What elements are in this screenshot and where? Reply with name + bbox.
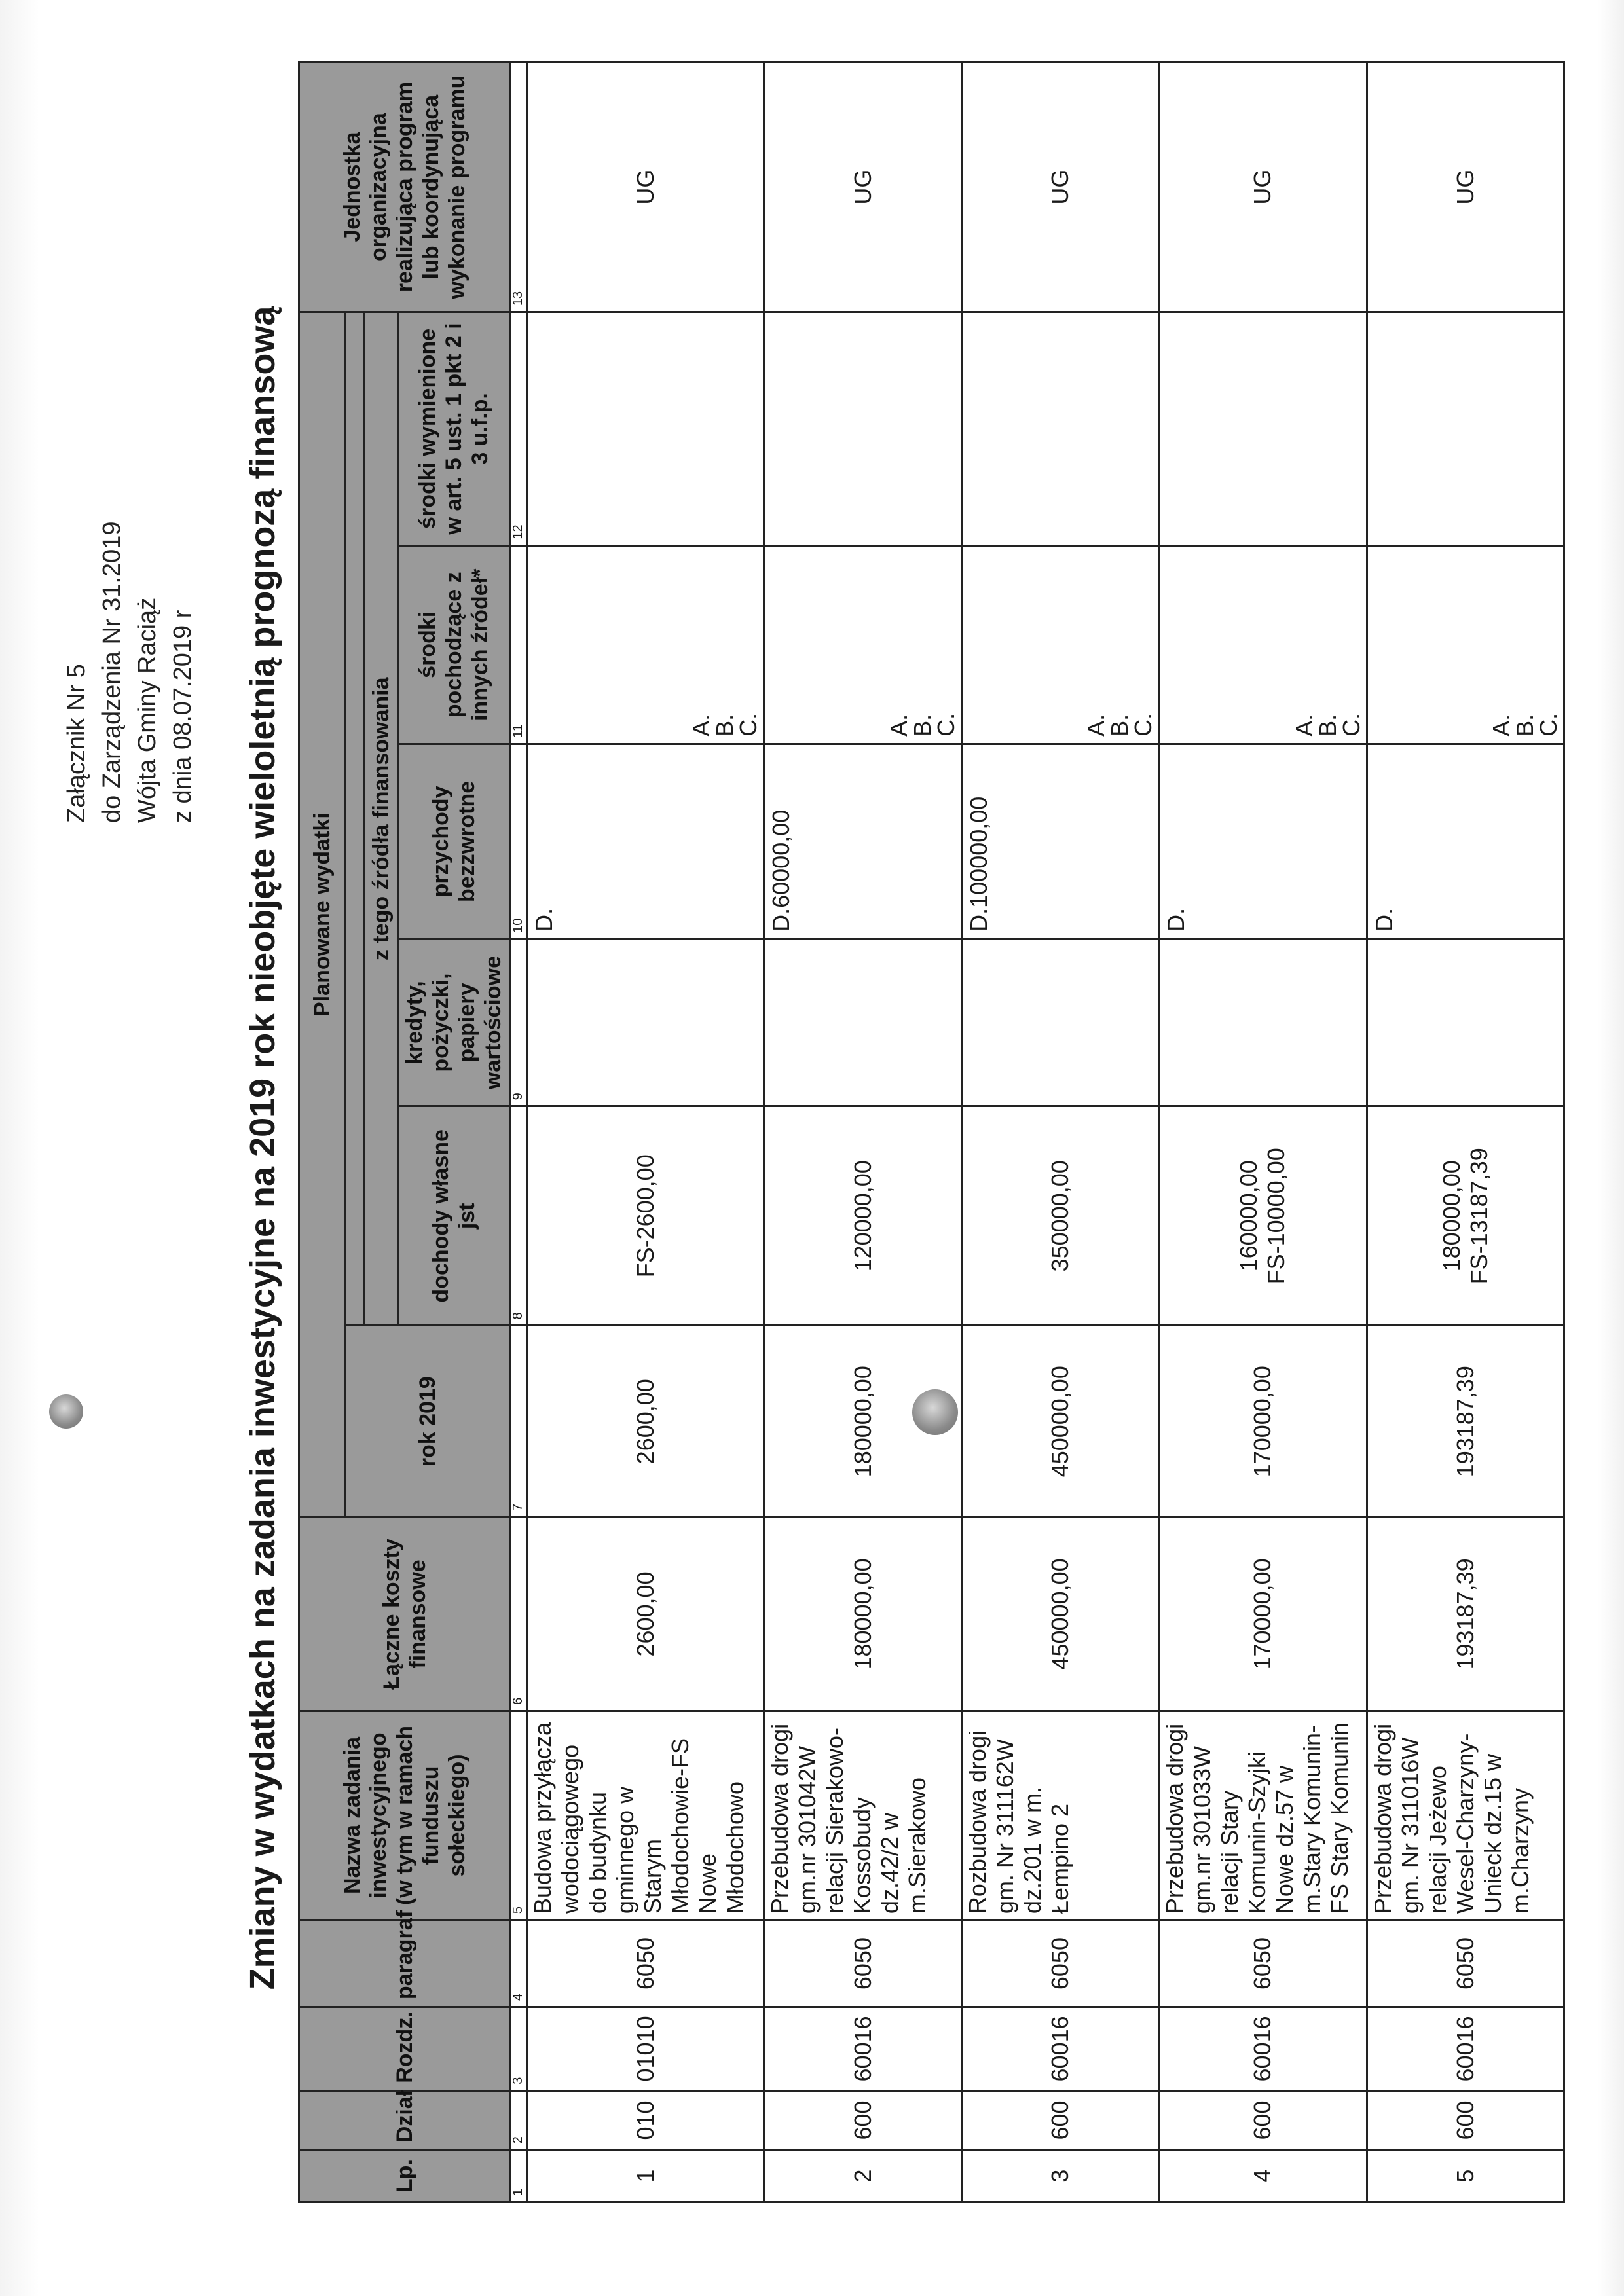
source-a: A. [1290, 714, 1318, 737]
cell-jednostka: UG [961, 62, 1158, 312]
cell-kredyty [527, 939, 764, 1106]
cell-srodki-art [961, 312, 1158, 546]
cell-jednostka: UG [527, 62, 764, 312]
cell-dzial: 600 [961, 2090, 1158, 2149]
column-number: 5 [510, 1711, 527, 1920]
attachment-note [59, 521, 200, 823]
cell-laczne: 170000,00 [1158, 1518, 1367, 1711]
cell-dochody [1158, 1106, 1367, 1326]
cell-dzial: 600 [1158, 2090, 1367, 2149]
cell-srodki-art [1158, 312, 1367, 546]
cell-lp: 4 [1158, 2150, 1367, 2202]
table-row [1158, 62, 1367, 2202]
cell-przychody: D. [1158, 744, 1367, 939]
source-a: A. [688, 714, 715, 737]
cell-kredyty [961, 939, 1158, 1106]
attachment-line: Wójta Gminy Raciąż [134, 597, 161, 823]
header-laczne: Łączne koszty finansowe [299, 1518, 510, 1711]
cell-dochody-line: 160000,00 [1235, 1160, 1263, 1272]
source-b: B. [1105, 714, 1133, 737]
column-number-row [510, 62, 527, 2202]
cell-lp: 1 [527, 2150, 764, 2202]
cell-srodki-inne [527, 545, 764, 744]
table-row [1367, 62, 1564, 2202]
cell-rok: 180000,00 [764, 1326, 961, 1518]
header-jednostka: Jednostka organizacyjna realizująca program lub koordynująca wykonanie programu [299, 62, 510, 312]
header-zrodla: z tego źródła finansowania [365, 312, 398, 1326]
column-number: 10 [510, 744, 527, 939]
header-przychody: przychody bezzwrotne [398, 744, 510, 939]
table-row [527, 62, 764, 2202]
source-b: B. [1314, 714, 1341, 737]
cell-paragraf: 6050 [764, 1920, 961, 2007]
cell-jednostka: UG [1158, 62, 1367, 312]
source-a: A. [885, 714, 912, 737]
header-rozdz: Rozdz. [299, 2007, 510, 2091]
cell-lp: 2 [764, 2150, 961, 2202]
header-paragraf: paragraf [299, 1920, 510, 2007]
table-row [961, 62, 1158, 2202]
cell-kredyty [764, 939, 961, 1106]
source-c: C. [1535, 712, 1562, 737]
cell-kredyty [1158, 939, 1367, 1106]
header-kredyty: kredyty, pożyczki, papiery wartościowe [398, 939, 510, 1106]
column-number: 7 [510, 1326, 527, 1518]
cell-rok: 2600,00 [527, 1326, 764, 1518]
cell-dochody [1367, 1106, 1564, 1326]
cell-srodki-inne [1367, 545, 1564, 744]
cell-nazwa: Budowa przyłącza wodociągowego do budynku gminnego w Starym Młodochowie-FS Nowe Młodochowo [527, 1711, 764, 1920]
cell-przychody: D. [527, 744, 764, 939]
cell-przychody: D.100000,00 [961, 744, 1158, 939]
column-number: 12 [510, 312, 527, 546]
cell-laczne: 2600,00 [527, 1518, 764, 1711]
cell-paragraf: 6050 [961, 1920, 1158, 2007]
cell-rozdz: 60016 [764, 2007, 961, 2091]
cell-przychody: D. [1367, 744, 1564, 939]
source-a: A. [1082, 714, 1109, 737]
document-title: Zmiany w wydatkach na zadania inwestycyjne na 2019 rok nieobjęte wieloletnią prognozą finansową [243, 306, 282, 1990]
source-c: C. [735, 712, 762, 737]
cell-jednostka: UG [1367, 62, 1564, 312]
header-lp: Lp. [299, 2150, 510, 2202]
header-dochody: dochody własne jst [398, 1106, 510, 1326]
cell-rok: 193187,39 [1367, 1326, 1564, 1518]
cell-dochody-line: FS-10000,00 [1263, 1148, 1290, 1285]
cell-paragraf: 6050 [1367, 1920, 1564, 2007]
table-row [764, 62, 961, 2202]
cell-jednostka: UG [764, 62, 961, 312]
header-planowane: Planowane wydatki [299, 312, 345, 1518]
cell-dzial: 010 [527, 2090, 764, 2149]
column-number: 4 [510, 1920, 527, 2007]
column-number: 2 [510, 2090, 527, 2149]
column-number: 3 [510, 2007, 527, 2091]
source-b: B. [711, 714, 739, 737]
source-c: C. [1129, 712, 1156, 737]
cell-dochody [961, 1106, 1158, 1326]
header-dzial: Dział [299, 2090, 510, 2149]
cell-srodki-art [527, 312, 764, 546]
cell-laczne: 450000,00 [961, 1518, 1158, 1711]
column-number: 13 [510, 62, 527, 312]
attachment-line: do Zarządzenia Nr 31.2019 [98, 521, 126, 823]
cell-nazwa: Rozbudowa drogi gm. Nr 311162W dz.201 w m. Łempino 2 [961, 1711, 1158, 1920]
cell-laczne: 193187,39 [1367, 1518, 1564, 1711]
header-rok: rok 2019 [345, 1326, 510, 1518]
cell-rozdz: 60016 [961, 2007, 1158, 2091]
cell-paragraf: 6050 [527, 1920, 764, 2007]
cell-kredyty [1367, 939, 1564, 1106]
cell-dzial: 600 [1367, 2090, 1564, 2149]
cell-lp: 3 [961, 2150, 1158, 2202]
attachment-line: Załącznik Nr 5 [63, 664, 90, 823]
cell-dochody [527, 1106, 764, 1326]
cell-nazwa: Przebudowa drogi gm.nr 301033W relacji Stary Komunin-Szyjki Nowe dz.57 w m.Stary Komunin-FS Stary Komunin [1158, 1711, 1367, 1920]
cell-laczne: 180000,00 [764, 1518, 961, 1711]
cell-rok: 450000,00 [961, 1326, 1158, 1518]
cell-srodki-inne [961, 545, 1158, 744]
source-c: C. [932, 712, 959, 737]
header-srodki-art: środki wymienione w art. 5 ust. 1 pkt 2 i 3 u.f.p. [398, 312, 510, 546]
column-number: 8 [510, 1106, 527, 1326]
source-b: B. [1511, 714, 1538, 737]
cell-rozdz: 60016 [1367, 2007, 1564, 2091]
cell-dochody-line: FS-13187,39 [1465, 1148, 1492, 1285]
column-number: 6 [510, 1518, 527, 1711]
header-srodki-inne: środki pochodzące z innych źródeł* [398, 545, 510, 744]
header-nazwa: Nazwa zadania inwestycyjnego (w tym w ramach funduszu sołeckiego) [299, 1711, 510, 1920]
cell-srodki-art [1367, 312, 1564, 546]
cell-nazwa: Przebudowa drogi gm. Nr 311016W relacji Jeżewo Wesel-Charzyny-Unieck dz.15 w m.Charzyny [1367, 1711, 1564, 1920]
cell-dochody-line: 180000,00 [1437, 1160, 1465, 1272]
cell-przychody: D.60000,00 [764, 744, 961, 939]
source-b: B. [908, 714, 936, 737]
cell-dochody-line: 120000,00 [849, 1160, 876, 1272]
investment-table [298, 61, 1565, 2203]
cell-srodki-inne [1158, 545, 1367, 744]
cell-nazwa: Przebudowa drogi gm.nr 301042W relacji Sierakowo-Kossobudy dz.42/2 w m.Sierakowo [764, 1711, 961, 1920]
cell-rozdz: 60016 [1158, 2007, 1367, 2091]
cell-dochody-line: 350000,00 [1046, 1160, 1073, 1272]
cell-dzial: 600 [764, 2090, 961, 2149]
column-number: 11 [510, 545, 527, 744]
column-number: 1 [510, 2150, 527, 2202]
cell-srodki-art [764, 312, 961, 546]
source-a: A. [1488, 714, 1515, 737]
cell-dochody-line: FS-2600,00 [631, 1154, 659, 1278]
attachment-line: z dnia 08.07.2019 r [169, 610, 196, 823]
cell-lp: 5 [1367, 2150, 1564, 2202]
cell-rozdz: 01010 [527, 2007, 764, 2091]
cell-srodki-inne [764, 545, 961, 744]
source-c: C. [1337, 712, 1365, 737]
cell-paragraf: 6050 [1158, 1920, 1367, 2007]
cell-dochody [764, 1106, 961, 1326]
cell-rok: 170000,00 [1158, 1326, 1367, 1518]
column-number: 9 [510, 939, 527, 1106]
